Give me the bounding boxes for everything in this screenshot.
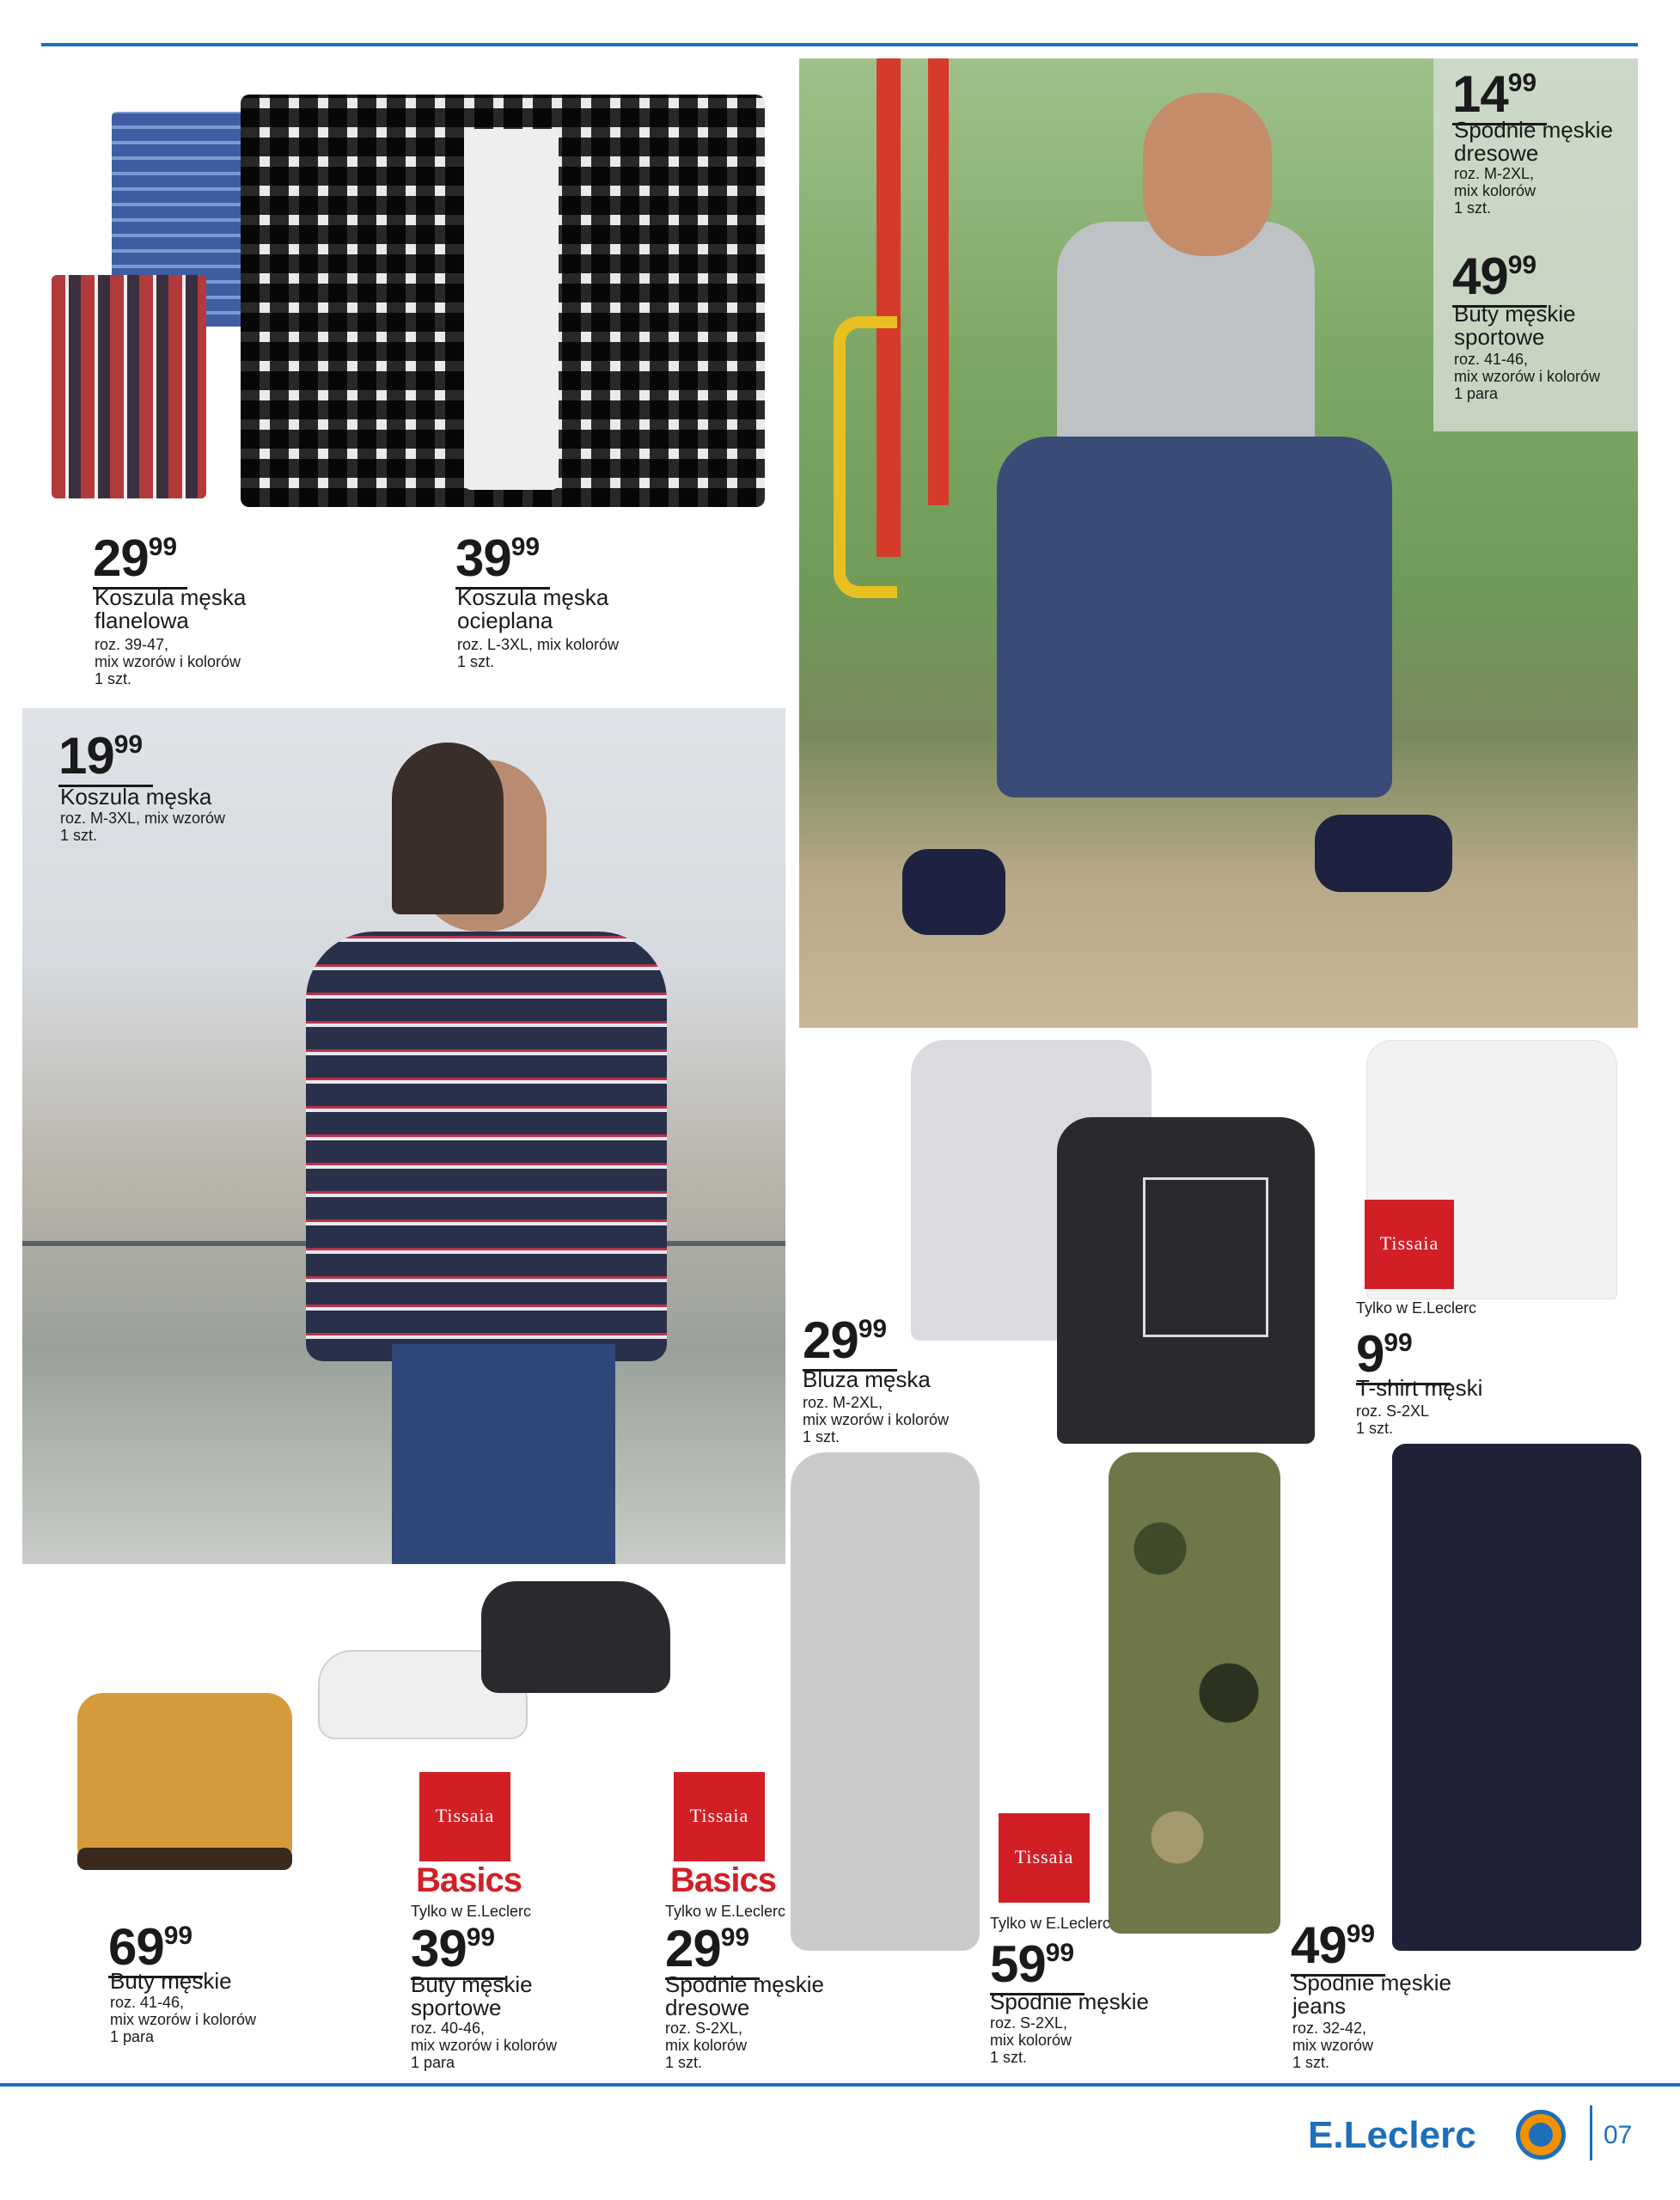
playground-pole (928, 58, 949, 505)
tissaia-badge: Tissaia (419, 1772, 510, 1861)
name-sneakers: Buty męskie sportowe (411, 1971, 533, 2020)
man-face (1143, 93, 1272, 256)
name-camo-pants: Spodnie męskie (990, 1989, 1149, 2014)
price-sport-shoes: 4999 (1452, 251, 1547, 308)
sweatpants-on-model (997, 437, 1392, 798)
shoe-left (902, 849, 1005, 935)
price-tracksuit-pants: 2999 (665, 1923, 760, 1980)
top-rule (41, 43, 1638, 46)
details-tracksuit-pants: roz. S-2XL, mix kolorów 1 szt. (665, 2020, 748, 2071)
price-jeans: 4999 (1291, 1920, 1385, 1977)
bottom-rule (0, 2083, 1680, 2087)
man-tshirt (1057, 222, 1315, 445)
name-insulated-shirt: Koszula męska ocieplana (457, 584, 609, 633)
price-sweatpants: 1499 (1452, 69, 1547, 125)
price-mens-shirt: 1999 (58, 730, 153, 787)
tissaia-badge: Tissaia (1365, 1200, 1454, 1289)
details-flannel-shirt: roz. 39-47, mix wzorów i kolorów 1 szt. (95, 636, 241, 688)
details-jeans: roz. 32-42, mix wzorów 1 szt. (1292, 2020, 1374, 2071)
page-number: 07 (1604, 2121, 1633, 2149)
camo-pants-image (1109, 1452, 1280, 1934)
name-tracksuit-pants: Spodnie męskie dresowe (665, 1971, 824, 2020)
only-at-leclerc-label: Tylko w E.Leclerc (665, 1903, 786, 1920)
name-flannel-shirt: Koszula męska flanelowa (95, 584, 247, 633)
leclerc-logo-text: E.Leclerc (1308, 2114, 1476, 2156)
name-sport-shoes: Buty męskie sportowe (1454, 301, 1576, 350)
leclerc-logo-icon (1516, 2110, 1566, 2160)
boots-image (77, 1693, 292, 1865)
playground-frame (834, 316, 897, 598)
page-number-separator (1590, 2105, 1592, 2160)
name-mens-shirt: Koszula męska (60, 784, 212, 810)
basics-label: Basics (670, 1861, 776, 1899)
name-hoodie: Bluza męska (803, 1366, 931, 1392)
name-boots: Buty męskie (110, 1968, 232, 1994)
name-jeans: Spodnie męskie jeans (1292, 1970, 1451, 2019)
only-at-leclerc-label: Tylko w E.Leclerc (990, 1915, 1111, 1932)
details-sneakers: roz. 40-46, mix wzorów i kolorów 1 para (411, 2020, 558, 2071)
details-sport-shoes: roz. 41-46, mix wzorów i kolorów 1 para (1454, 351, 1601, 402)
price-sneakers: 3999 (411, 1923, 505, 1980)
price-tshirt: 999 (1356, 1329, 1451, 1385)
sweatshirt-print (1143, 1177, 1268, 1337)
price-camo-pants: 5999 (990, 1939, 1084, 1995)
price-boots: 6999 (108, 1922, 203, 1978)
boots-sole (77, 1848, 292, 1870)
price-insulated-shirt: 3999 (455, 533, 550, 590)
jeans-image (1392, 1444, 1641, 1951)
tissaia-badge: Tissaia (999, 1813, 1090, 1903)
shoe-right (1315, 815, 1452, 892)
details-tshirt: roz. S-2XL 1 szt. (1356, 1402, 1430, 1437)
black-sneaker-image (481, 1581, 670, 1693)
tissaia-badge: Tissaia (674, 1772, 765, 1861)
grey-sweatpants-image (791, 1452, 980, 1951)
details-insulated-shirt: roz. L-3XL, mix kolorów 1 szt. (457, 636, 620, 670)
price-hoodie: 2999 (803, 1315, 897, 1372)
price-flannel-shirt: 2999 (93, 533, 187, 590)
basics-label: Basics (416, 1861, 522, 1899)
details-camo-pants: roz. S-2XL, mix kolorów 1 szt. (990, 2014, 1072, 2066)
details-mens-shirt: roz. M-3XL, mix wzorów 1 szt. (60, 810, 226, 844)
plaid-jacket-on-model (306, 932, 667, 1361)
only-at-leclerc-label: Tylko w E.Leclerc (1356, 1299, 1477, 1317)
insulated-shirt-lining (464, 129, 559, 490)
jeans-on-model (392, 1344, 615, 1564)
details-boots: roz. 41-46, mix wzorów i kolorów 1 para (110, 1994, 257, 2045)
details-sweatpants: roz. M-2XL, mix kolorów 1 szt. (1454, 165, 1536, 217)
man-hair (392, 742, 504, 914)
details-hoodie: roz. M-2XL, mix wzorów i kolorów 1 szt. (803, 1394, 950, 1445)
name-tshirt: T-shirt męski (1356, 1375, 1483, 1401)
name-sweatpants: Spodnie męskie dresowe (1454, 117, 1613, 166)
only-at-leclerc-label: Tylko w E.Leclerc (411, 1903, 532, 1920)
flannel-shirt-red-image (52, 275, 206, 498)
